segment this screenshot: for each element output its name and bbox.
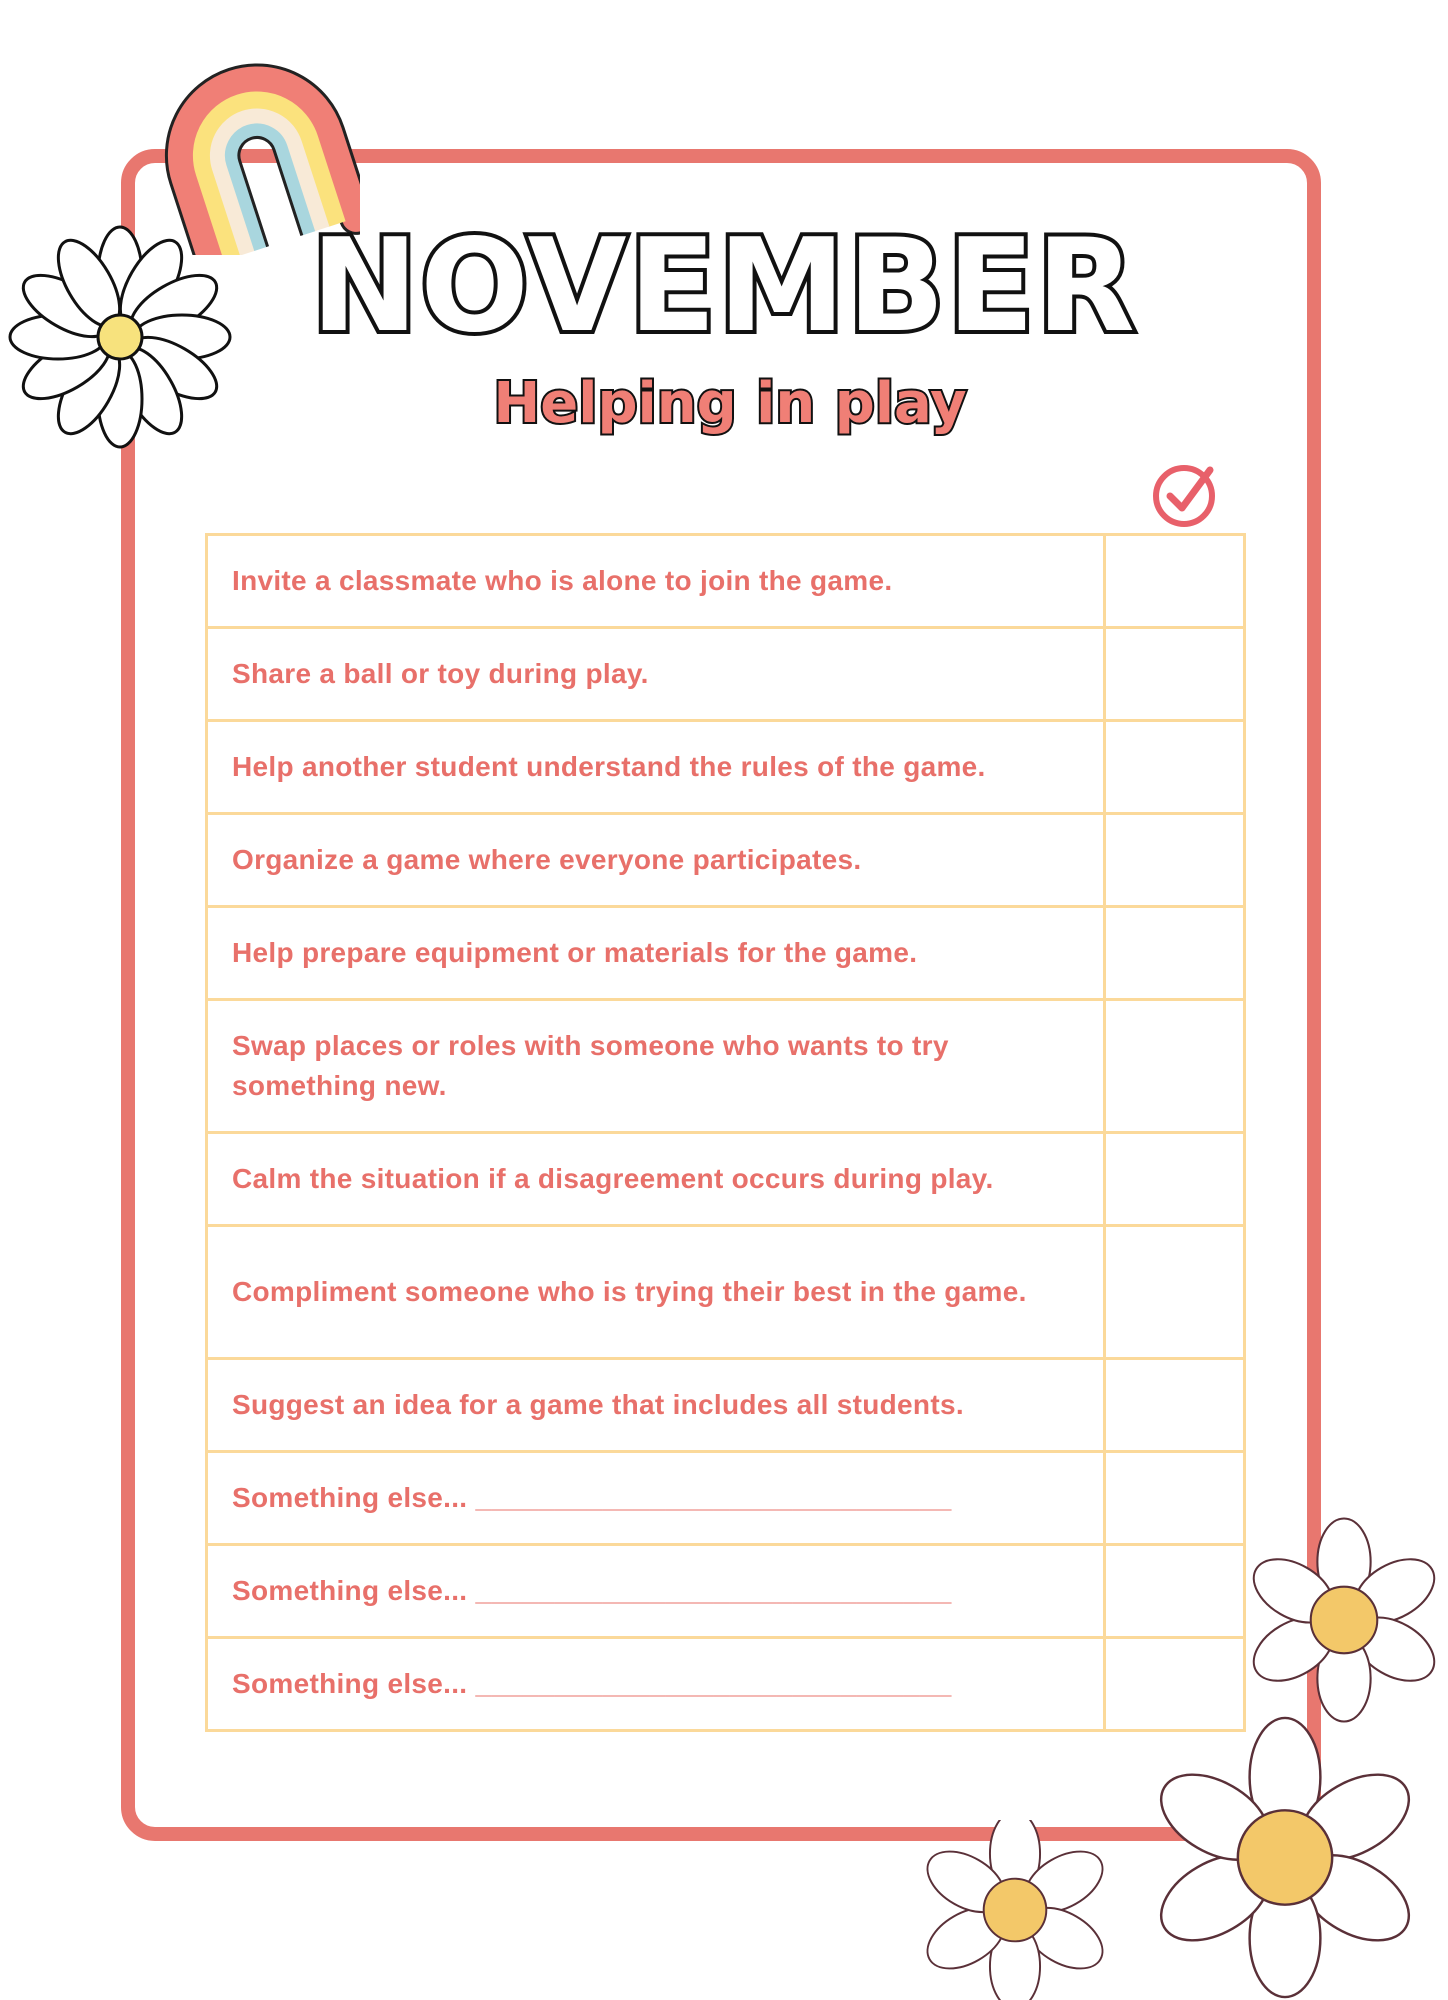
task-text: Help another student understand the rules of the game. [207, 721, 1105, 814]
task-row [207, 1359, 1245, 1452]
subtitle-text: Helping in play [493, 371, 967, 436]
task-row [207, 814, 1245, 907]
task-checkbox[interactable] [1105, 814, 1245, 907]
task-text: Something else... ______________________________ [207, 1638, 1105, 1731]
subtitle [450, 360, 1010, 454]
task-checkbox[interactable] [1105, 1452, 1245, 1545]
task-text: Help prepare equipment or materials for the game. [207, 907, 1105, 1000]
task-text: Organize a game where everyone participates. [207, 814, 1105, 907]
task-row [207, 1133, 1245, 1226]
task-checkbox[interactable] [1105, 628, 1245, 721]
task-table [205, 533, 1246, 1732]
task-checkbox[interactable] [1105, 535, 1245, 628]
task-text: Something else... ______________________________ [207, 1545, 1105, 1638]
task-row [207, 721, 1245, 814]
task-row [207, 1226, 1245, 1359]
daisy-icon [1140, 1715, 1430, 2000]
task-row [207, 1452, 1245, 1545]
task-checkbox[interactable] [1105, 907, 1245, 1000]
daisy-icon [885, 1820, 1145, 2000]
daisy-icon [5, 222, 235, 452]
task-text: Swap places or roles with someone who wants to try something new. [207, 1000, 1105, 1133]
title-text: NOVEMBER [311, 212, 1137, 361]
daisy-icon [1240, 1495, 1448, 1745]
task-text: Calm the situation if a disagreement occurs during play. [207, 1133, 1105, 1226]
task-text: Something else... ______________________________ [207, 1452, 1105, 1545]
task-checkbox[interactable] [1105, 1000, 1245, 1133]
task-row [207, 1000, 1245, 1133]
task-checkbox[interactable] [1105, 1133, 1245, 1226]
task-row [207, 1545, 1245, 1638]
task-checkbox[interactable] [1105, 721, 1245, 814]
task-text: Compliment someone who is trying their best in the game. [207, 1226, 1105, 1359]
task-text: Invite a classmate who is alone to join the game. [207, 535, 1105, 628]
task-checkbox[interactable] [1105, 1226, 1245, 1359]
task-text: Suggest an idea for a game that includes all students. [207, 1359, 1105, 1452]
page-title [300, 212, 1148, 362]
task-checkbox[interactable] [1105, 1545, 1245, 1638]
task-text: Share a ball or toy during play. [207, 628, 1105, 721]
task-checkbox[interactable] [1105, 1359, 1245, 1452]
task-row [207, 535, 1245, 628]
task-row [207, 628, 1245, 721]
task-row [207, 1638, 1245, 1731]
task-row [207, 907, 1245, 1000]
checkmark-circle-icon [1148, 456, 1224, 532]
